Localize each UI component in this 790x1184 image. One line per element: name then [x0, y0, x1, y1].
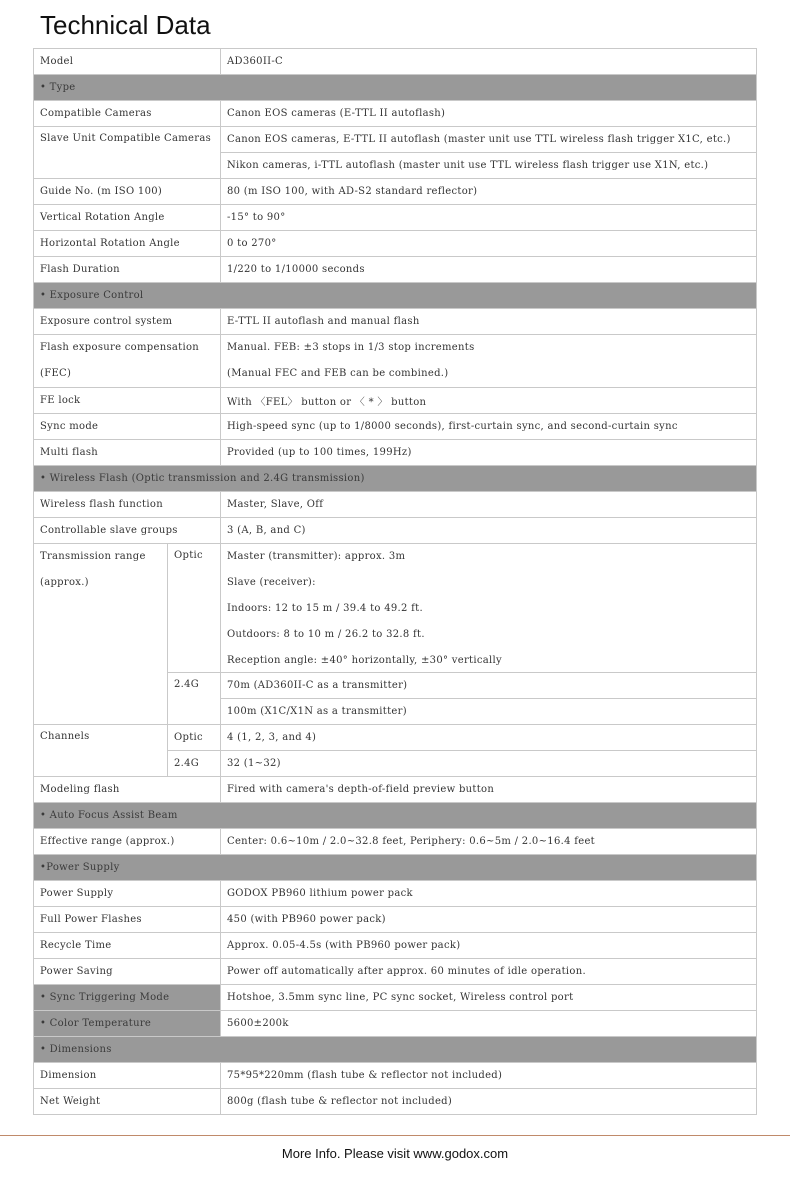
row-value: Hotshoe, 3.5mm sync line, PC sync socket, Wireless control port: [221, 985, 757, 1011]
table-row: [34, 127, 757, 153]
row-value: -15° to 90°: [221, 205, 757, 231]
row-value: Nikon cameras, i-TTL autoflash (master unit use TTL wireless flash trigger use X1N, etc.): [221, 153, 757, 179]
row-label: Wireless flash function: [34, 492, 221, 518]
row-label: Power Saving: [34, 959, 221, 985]
row-value: Center: 0.6~10m / 2.0~32.8 feet, Periphery: 0.6~5m / 2.0~16.4 feet: [221, 829, 757, 855]
table-row: [34, 829, 757, 855]
table-row: [34, 544, 757, 673]
footer-divider: [0, 1135, 790, 1136]
row-value: 32 (1~32): [221, 751, 757, 777]
table-row: [34, 101, 757, 127]
table-row: [34, 388, 757, 414]
table-row: [34, 49, 757, 75]
row-label: Flash Duration: [34, 257, 221, 283]
row-label: Recycle Time: [34, 933, 221, 959]
row-label: Vertical Rotation Angle: [34, 205, 221, 231]
row-value: 1/220 to 1/10000 seconds: [221, 257, 757, 283]
section-header-exposure: • Exposure Control: [34, 283, 757, 309]
table-row: [34, 725, 757, 751]
row-value: Provided (up to 100 times, 199Hz): [221, 440, 757, 466]
row-value: 3 (A, B, and C): [221, 518, 757, 544]
sub-label-optic: Optic: [168, 544, 221, 673]
row-label: Horizontal Rotation Angle: [34, 231, 221, 257]
row-value: 80 (m ISO 100, with AD-S2 standard reflector): [221, 179, 757, 205]
row-label: Multi flash: [34, 440, 221, 466]
table-row: [34, 1089, 757, 1115]
row-label: Net Weight: [34, 1089, 221, 1115]
row-label: Sync mode: [34, 414, 221, 440]
row-value: High-speed sync (up to 1/8000 seconds), first-curtain sync, and second-curtain sync: [221, 414, 757, 440]
table-row: [34, 959, 757, 985]
row-label: Dimension: [34, 1063, 221, 1089]
table-row: [34, 414, 757, 440]
row-label: Full Power Flashes: [34, 907, 221, 933]
row-label: Guide No. (m ISO 100): [34, 179, 221, 205]
row-value: Manual. FEB: ±3 stops in 1/3 stop increments (Manual FEC and FEB can be combined.): [221, 335, 757, 388]
row-value: 800g (flash tube & reflector not included): [221, 1089, 757, 1115]
row-value: 75*95*220mm (flash tube & reflector not included): [221, 1063, 757, 1089]
row-value: 4 (1, 2, 3, and 4): [221, 725, 757, 751]
row-label: Modeling flash: [34, 777, 221, 803]
row-label: Transmission range (approx.): [34, 544, 168, 725]
table-row: [34, 205, 757, 231]
table-row: [34, 1063, 757, 1089]
row-value: Fired with camera's depth-of-field preview button: [221, 777, 757, 803]
row-label: Channels: [34, 725, 168, 777]
table-row: [34, 257, 757, 283]
row-value: Master, Slave, Off: [221, 492, 757, 518]
row-value: E-TTL II autoflash and manual flash: [221, 309, 757, 335]
section-header-dimensions: • Dimensions: [34, 1037, 757, 1063]
row-value: 0 to 270°: [221, 231, 757, 257]
row-value: Canon EOS cameras, E-TTL II autoflash (master unit use TTL wireless flash trigger X1C, etc.): [221, 127, 757, 153]
table-row: [34, 179, 757, 205]
row-label: Power Supply: [34, 881, 221, 907]
table-row: [34, 309, 757, 335]
table-row: [34, 1011, 757, 1037]
row-label: Model: [34, 49, 221, 75]
section-header-color: • Color Temperature: [34, 1011, 221, 1037]
footer-text: More Info. Please visit www.godox.com: [281, 1146, 509, 1161]
row-label: Controllable slave groups: [34, 518, 221, 544]
table-row: [34, 777, 757, 803]
row-value: Power off automatically after approx. 60 minutes of idle operation.: [221, 959, 757, 985]
table-row: [34, 335, 757, 388]
row-label: FE lock: [34, 388, 221, 414]
row-value: Approx. 0.05-4.5s (with PB960 power pack): [221, 933, 757, 959]
row-value: With 〈FEL〉 button or 〈 * 〉 button: [221, 388, 757, 414]
row-label: Compatible Cameras: [34, 101, 221, 127]
row-value: 100m (X1C/X1N as a transmitter): [221, 699, 757, 725]
row-value: GODOX PB960 lithium power pack: [221, 881, 757, 907]
table-row: [34, 881, 757, 907]
section-header-af: • Auto Focus Assist Beam: [34, 803, 757, 829]
table-row: [34, 907, 757, 933]
section-header-sync: • Sync Triggering Mode: [34, 985, 221, 1011]
row-label: Slave Unit Compatible Cameras: [34, 127, 221, 179]
sub-label-optic: Optic: [168, 725, 221, 751]
row-value: Canon EOS cameras (E-TTL II autoflash): [221, 101, 757, 127]
table-row: [34, 231, 757, 257]
table-row: [34, 933, 757, 959]
table-row: [34, 518, 757, 544]
row-value: 450 (with PB960 power pack): [221, 907, 757, 933]
row-value: AD360II-C: [221, 49, 757, 75]
table-row: [34, 492, 757, 518]
row-label: Effective range (approx.): [34, 829, 221, 855]
row-value: Master (transmitter): approx. 3m Slave (receiver): Indoors: 12 to 15 m / 39.4 to 49.2 ft. Outdoors: 8 to 10 m / 26.2 to 32.8 ft. Reception angle: ±40° horizontally, ±30° vertically: [221, 544, 757, 673]
section-header-wireless: • Wireless Flash (Optic transmission and 2.4G transmission): [34, 466, 757, 492]
sub-label-2-4g: 2.4G: [168, 673, 221, 725]
section-header-type: • Type: [34, 75, 757, 101]
row-value: 5600±200k: [221, 1011, 757, 1037]
table-row: [34, 985, 757, 1011]
row-label: Flash exposure compensation (FEC): [34, 335, 221, 388]
spec-table: [33, 48, 757, 1115]
table-row: [34, 440, 757, 466]
section-header-power: •Power Supply: [34, 855, 757, 881]
row-label: Exposure control system: [34, 309, 221, 335]
row-value: 70m (AD360II-C as a transmitter): [221, 673, 757, 699]
page-title: Technical Data: [40, 10, 211, 40]
sub-label-2-4g: 2.4G: [168, 751, 221, 777]
